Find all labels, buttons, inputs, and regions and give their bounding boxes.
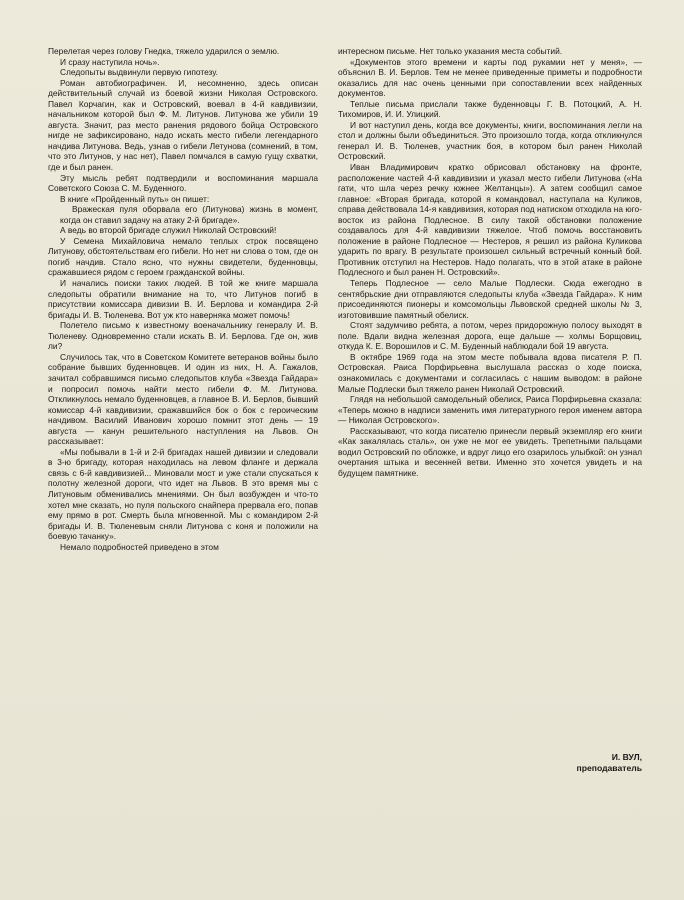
author-role: преподаватель	[576, 763, 642, 773]
paragraph: Теперь Подлесное — село Малые Подлески. Сюда ежегодно в сентябрьские дни отправляются следопыты клуба «Звезда Гайдара». К ним присоединяются пионеры и комсомольцы Львовской средней школы № 3, изготовившие памятный обелиск.	[338, 278, 642, 320]
paragraph: И сразу наступила ночь».	[60, 56, 160, 67]
paragraph: У Семена Михайловича немало теплых строк посвящено Литунову, обстоятельствам его гибели. Но нет ни слова о том, где он погиб начдив. Стало ясно, что нужны свидетели, буденновцы, сражавшиеся рядом с героем гражданской войны.	[48, 235, 318, 278]
paragraph: Глядя на небольшой самодельный обелиск, Раиса Порфирьевна сказала: «Теперь можно в надписи заменить имя литературного героя именем автора — Николая Островского».	[338, 394, 642, 426]
paragraph: Стоят задумчиво ребята, а потом, через придорожную полосу выходят в поле. Вдали видна железная дорога, еще дальше — холмы Борщовиц, откуда К. Е. Ворошилов и С. М. Буденный наблюдали бой 19 августа.	[338, 320, 642, 352]
paragraph: А ведь во второй бригаде служил Николай Островский!	[60, 225, 277, 236]
paragraph: Теплые письма прислали также буденновцы Г. В. Потоцкий, А. Н. Тихомиров, И. И. Улицкий.	[338, 98, 642, 120]
paragraph: И вот наступил день, когда все документы, книги, воспоминания легли на стол и должны были объединиться. Это произошло тогда, когда откликнулся генерал И. В. Тюленев, участник боя, в котором был ранен Николай Островский.	[338, 119, 642, 162]
paragraph: Иван Владимирович кратко обрисовал обстановку на фронте, расположение частей 4-й кавдивизии и указал место гибели Литунова («На гати, что шла через речку южнее Желтанцы»). А затем сообщил самое главное: «Вторая бригада, которой я командовал, наступала на Куликов, справа действовала 14-я кавдивизия, которая под натиском отходила на юго-восток из района Подлесное. В силу такой обстановки положение создавалось для 4-й кавдивизии тяжелое. Чтоб помочь восстановить положение в районе Подлесное — Нестеров, я решил из района Куликова ударить по врагу. В результате произошел сильный встречный конный бой. Противник отступил на Нестеров. Надо полагать, что в этой атаке в районе Подлесного и был ранен Н. Островский».	[338, 162, 642, 278]
paragraph: Полетело письмо к известному военачальнику генералу И. В. Тюленеву. Одновременно стали искать В. И. Берлова. Где он, жив ли?	[48, 320, 318, 352]
author-name: И. ВУЛ,	[611, 752, 642, 762]
left-column	[48, 46, 318, 552]
paragraph: Перелетая через голову Гнедка, тяжело ударился о землю.	[48, 46, 280, 56]
paragraph: Случилось так, что в Советском Комитете ветеранов войны было собрание бывших буденновцев. И один из них, Н. А. Гажалов, зачитал собравшимся письмо следопытов клуба «Звезда Гайдара» и попросил помочь найти место гибели Ф. М. Литунова. Откликнулось немало буденновцев, а главное В. И. Берлов, бывший комиссар 4-й кавдивизии, сражавшийся бок о бок с героическим начдивом. Василий Иванович хорошо помнит этот день — 19 августа — канун решительного наступления на Львов. Он рассказывает:	[48, 351, 318, 447]
paragraph: Рассказывают, что когда писателю принесли первый экземпляр его книги «Как закалялась сталь», он уже не мог ее увидеть. Трепетными пальцами водил Островский по обложке, и вдруг лицо его озарилось улыбкой: он узнал очертания штыка и весенней ветви. Именно это хочется увидеть и на будущем памятнике.	[338, 425, 642, 478]
paragraph: Эту мысль ребят подтвердили и воспоминания маршала Советского Союза С. М. Буденного.	[48, 172, 318, 194]
paragraph: Следопыты выдвинули первую гипотезу.	[60, 67, 218, 78]
right-column	[338, 46, 642, 478]
paragraph: И начались поиски таких людей. В той же книге маршала следопыты обратили внимание на то, что Литунов погиб в присутствии комиссара дивизии В. И. Берлова и командира 2-й бригады И. В. Тюленева. Вот уж кто наверняка может помочь!	[48, 278, 318, 320]
paragraph: В октябре 1969 года на этом месте побывала вдова писателя Р. П. Островская. Раиса Порфирьевна выслушала рассказ о ходе поиска, ознакомилась с документами и согласилась с нашим выводом: в районе Малые Подлески был тяжело ранен Николай Островский.	[338, 351, 642, 394]
paragraph: Вражеская пуля оборвала его (Литунова) жизнь в момент, когда он ставил задачу на атаку 2-й бригаде».	[60, 204, 318, 225]
paragraph: Немало подробностей приведено в этом	[60, 541, 219, 552]
paragraph: интересном письме. Нет только указания места событий.	[338, 46, 563, 56]
paragraph: В книге «Пройденный путь» он пишет:	[60, 193, 210, 204]
paragraph: Роман автобиографичен. И, несомненно, здесь описан действительный случай из боевой жизни Николая Островского. Павел Корчагин, как и Островский, воевал в 4-й кавдивизии, начальником которой был Ф. М. Литунов. Литунова же убили 19 августа. Значит, раз место ранения рядового бойца Островского нигде не зафиксировано, надо искать место гибели легендарного начдива Литунова. Ведь, узнав о гибели Летунова (сомнений, в том, что это Литунов, у нас нет), Павел помчался в самую гущу схватки, где и был ранен.	[48, 77, 318, 173]
paragraph: «Мы побывали в 1-й и 2-й бригадах нашей дивизии и следовали в 3-ю бригаду, которая находилась на левом фланге и держала связь с 6-й кавдивизией... Миновали мост и уже стали спускаться к полотну железной дороги, что идет на Львов. В это время мы с Литуновым обменивались мнениями. Он был возбужден и что-то хотел мне сказать, но пуля польского снайпера прервала его, попав ему прямо в рот. Смерть была мгновенной. Мы с командиром 2-й бригады И. В. Тюленевым сняли Литунова с коня и положили на боевую тачанку».	[48, 446, 318, 542]
paragraph: «Документов этого времени и карты под рукамии нет у меня», — объяснил В. И. Берлов. Тем не менее приведенные приметы и подробности оказались для нас очень ценными при сопоставлении всех найденных документов.	[338, 56, 642, 99]
author-signature	[577, 752, 642, 774]
